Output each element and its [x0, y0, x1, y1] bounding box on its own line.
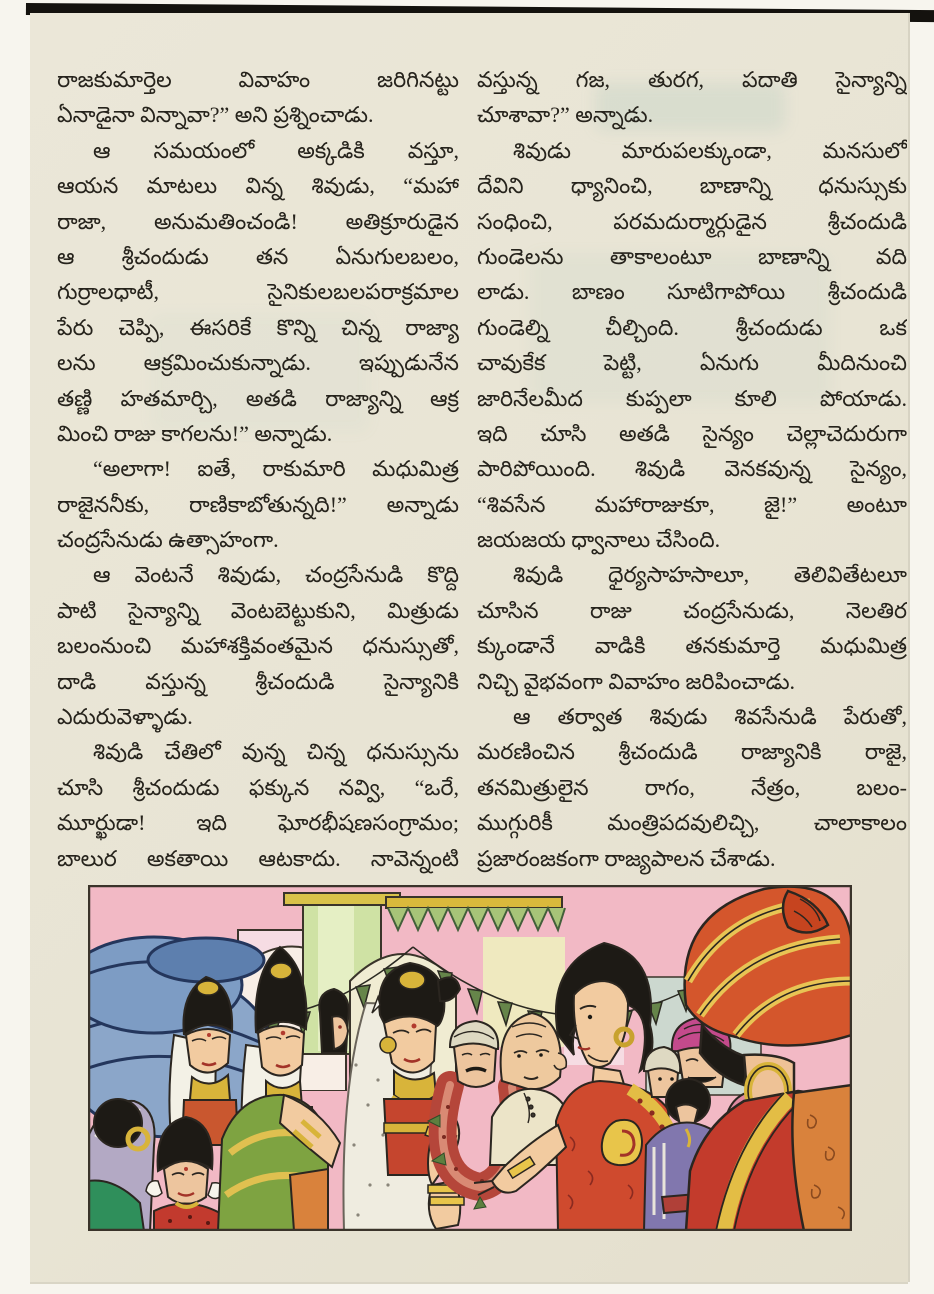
text-line: బలంనుంచి మహాశక్తివంతమైన ధనుస్సుతో,: [57, 633, 459, 659]
text-line: ఇది చూసి అతడి సైన్యం చెల్లాచెదురుగా: [477, 420, 907, 446]
turbaned-attendant: [450, 1021, 498, 1087]
text-line: గుండెలను తాకాలంటూ బాణాన్ని వది: [477, 243, 907, 269]
text-line: “అలాగా! ఐతే, రాకుమారి మధుమిత్ర: [93, 456, 459, 482]
text-line: చావుకేక పెట్టి, ఏనుగు మీదినుంచి: [477, 350, 907, 376]
text-line: ఆ తర్వాత శివుడు శివసేనుడి పేరుతో,: [513, 704, 907, 730]
wedding-illustration: [88, 885, 852, 1231]
background-guest-head: [319, 989, 348, 1053]
text-line: లాడు. బాణం సూటిగాపోయి శ్రీచందుడి: [477, 279, 907, 305]
text-line: నిచ్చి వైభవంగా వివాహం జరిపించాడు.: [477, 668, 796, 694]
text-line: ముగ్గురికీ మంత్రిపదవులిచ్చి, చాలాకాలం: [477, 810, 907, 836]
text-line: దేవిని ధ్యానించి, బాణాన్ని ధనుస్సుకు: [477, 173, 907, 199]
text-line: గుండెల్ని చీల్చింది. శ్రీచందుడు ఒక: [477, 314, 907, 340]
text-line: రాజా, అనుమతించండి! అతిక్రూరుడైన: [57, 208, 459, 234]
text-line: ఆ సమయంలో అక్కడికి వస్తూ,: [93, 137, 459, 163]
text-line: శివుడి చేతిలో వున్న చిన్న ధనుస్సును: [93, 739, 459, 765]
text-line: మరణించిన శ్రీచందుడి రాజ్యానికి రాజై,: [477, 739, 907, 765]
text-column-right: [477, 62, 907, 876]
text-line: చూసిన రాజు చంద్రసేనుడు, నెలతిర: [477, 597, 907, 623]
text-line: బాలుర అకతాయి ఆటకాదు. నావెన్నంటి: [57, 845, 459, 871]
text-line: రాజైననీకు, రాణికాబోతున్నది!” అన్నాడు: [57, 491, 459, 517]
text-line: క్కుండానే వాడికి తనకుమార్తె మధుమిత్ర: [477, 633, 907, 659]
text-line: ఏనాడైనా విన్నావా?” అని ప్రశ్నించాడు.: [57, 102, 374, 128]
text-line: శివుడు మారుపలక్కుండా, మనసులో: [513, 137, 907, 163]
text-line: చూసి శ్రీచందుడు ఫక్కున నవ్వి, “ఒరే,: [57, 774, 459, 800]
text-line: ఎదురువెళ్ళాడు.: [57, 704, 193, 730]
text-line: చంద్రసేనుడు ఉత్సాహంగా.: [57, 527, 279, 553]
text-column-left: [57, 62, 459, 876]
text-line: జయజయ ధ్వానాలు చేసింది.: [477, 527, 721, 553]
text-line: ఆయన మాటలు విన్న శివుడు, “మహా: [57, 173, 459, 199]
text-line: జారినేలమీద కుప్పలా కూలి పోయాడు.: [477, 385, 907, 411]
text-line: చూశావా?” అన్నాడు.: [477, 102, 654, 128]
text-line: తనమిత్రులైన రాగం, నేత్రం, బలం-: [477, 774, 907, 800]
text-line: రాజకుమార్తెల వివాహం జరిగినట్టు: [57, 67, 459, 92]
text-line: “శివసేన మహారాజుకూ, జై!” అంటూ: [477, 491, 907, 517]
text-line: పేరు చెప్పి, ఈసరికే కొన్ని చిన్న రాజ్యా: [57, 314, 459, 340]
text-line: మూర్ఖుడా! ఇది ఘోరభీషణసంగ్రామం;: [57, 810, 459, 836]
text-line: పాటి సైన్యాన్ని వెంటబెట్టుకుని, మిత్రుడు: [57, 597, 459, 623]
text-line: పారిపోయింది. శివుడి వెనకవున్న సైన్యం,: [477, 456, 907, 482]
text-line: ప్రజారంజకంగా రాజ్యపాలన చేశాడు.: [477, 845, 776, 871]
paper-page: [30, 13, 908, 1282]
text-line: దాడి వస్తున్న శ్రీచందుడి సైన్యానికి: [57, 668, 459, 694]
text-line: వస్తున్న గజ, తురగ, పదాతి సైన్యాన్ని: [477, 67, 907, 92]
text-line: లను ఆక్రమించుకున్నాడు. ఇప్పుడునేన: [57, 350, 459, 376]
text-line: తణ్ణి హతమార్చి, అతడి రాజ్యాన్ని ఆక్ర: [57, 385, 459, 411]
text-line: సంధించి, పరమదుర్మార్గుడైన శ్రీచందుడి: [477, 208, 907, 234]
text-line: ఆ శ్రీచందుడు తన ఏనుగులబలం,: [57, 243, 459, 269]
text-line: ఆ వెంటనే శివుడు, చంద్రసేనుడి కొద్ది: [93, 562, 459, 588]
wedding-scene: [88, 885, 852, 1231]
text-line: శివుడి ధైర్యసాహసాలూ, తెలివితేటలూ: [513, 562, 907, 588]
text-line: మించి రాజు కాగలను!” అన్నాడు.: [57, 420, 333, 446]
text-line: గుర్రాలధాటీ, సైనికులబలపరాక్రమాల: [57, 279, 459, 305]
